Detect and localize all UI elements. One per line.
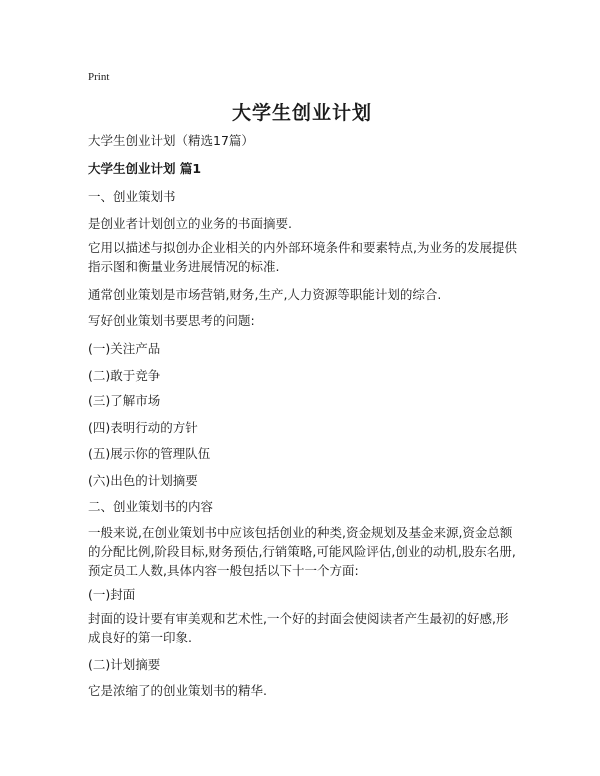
paragraph-6: 封面的设计要有审美观和艺术性,一个好的封面会使阅读者产生最初的好感,形成良好的第一印象.	[88, 611, 509, 645]
list-item: (四)表明行动的方针	[88, 420, 198, 435]
paragraph-3: 通常创业策划是市场营销,财务,生产,人力资源等职能计划的综合.	[88, 287, 442, 302]
list-item: (一)关注产品	[88, 341, 161, 356]
heading-two: 二、创业策划书的内容	[88, 499, 214, 514]
heading-one: 一、创业策划书	[88, 189, 176, 204]
page-title: 大学生创业计划	[231, 102, 372, 124]
document-subtitle: 大学生创业计划（精选17篇）	[88, 133, 254, 148]
section-heading: 大学生创业计划 篇1	[88, 161, 202, 176]
paragraph-2: 它用以描述与拟创办企业相关的内外部环境条件和要素特点,为业务的发展提供指示图和衡量业务进展情况的标准.	[88, 240, 517, 274]
list-item: (三)了解市场	[88, 393, 161, 408]
paragraph-4: 写好创业策划书要思考的问题:	[88, 313, 255, 328]
list-item: (一)封面	[88, 587, 136, 602]
list-item: (二)敢于竞争	[88, 368, 161, 383]
paragraph-1: 是创业者计划创立的业务的书面摘要.	[88, 216, 292, 231]
paragraph-5: 一般来说,在创业策划书中应该包括创业的种类,资金规划及基金来源,资金总额的分配比例,阶段目标,财务预估,行销策略,可能风险评估,创业的动机,股东名册,预定员工人数,具体内容一般包括以下十一个方面:	[88, 525, 516, 578]
print-link[interactable]: Print	[88, 71, 110, 83]
list-item: (六)出色的计划摘要	[88, 473, 198, 488]
list-item: (二)计划摘要	[88, 657, 161, 672]
list-item: (五)展示你的管理队伍	[88, 446, 211, 461]
paragraph-7: 它是浓缩了的创业策划书的精华.	[88, 683, 267, 698]
